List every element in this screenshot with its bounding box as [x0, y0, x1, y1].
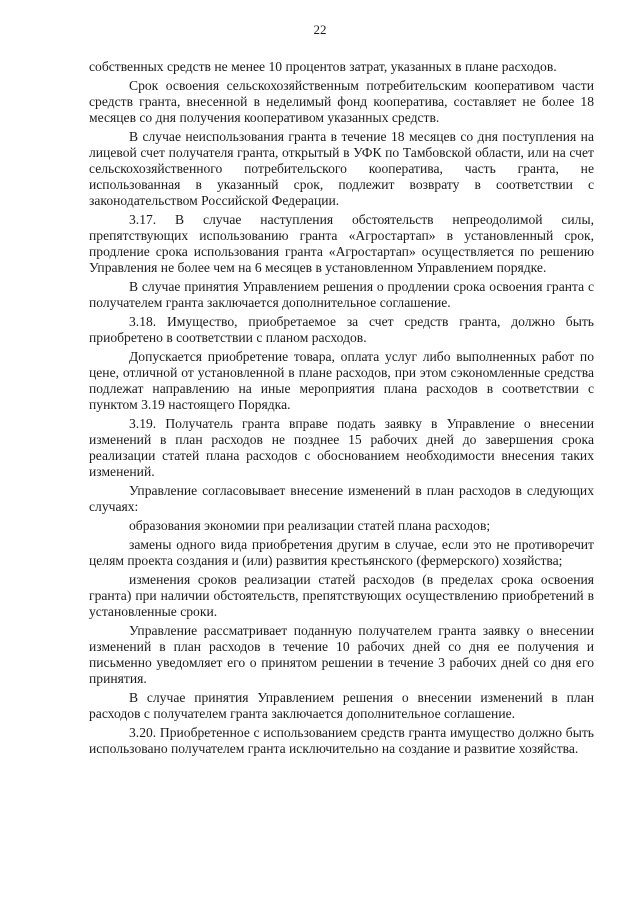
paragraph: В случае неиспользования гранта в течение 18 месяцев со дня поступления на лицевой счет получателя гранта, открытый в УФК по Тамбовской области, или на счет сельскохозяйственного потребительского кооператива, часть гранта, не использованная в указанный срок, подлежит возврату в соответствии с законодательством Российской Федерации. [89, 129, 594, 208]
paragraph: Срок освоения сельскохозяйственным потребительским кооперативом части средств гранта, внесенной в неделимый фонд кооператива, составляет не более 18 месяцев со дня получения кооперативом указанных средств. [89, 78, 594, 125]
paragraph: Допускается приобретение товара, оплата услуг либо выполненных работ по цене, отличной от установленной в плане расходов, при этом сэкономленные средства подлежат направлению на иные мероприятия плана расходов в соответствии с пунктом 3.19 настоящего Порядка. [89, 349, 594, 412]
paragraph: 3.18. Имущество, приобретаемое за счет средств гранта, должно быть приобретено в соответствии с планом расходов. [89, 314, 594, 345]
list-item: изменения сроков реализации статей расходов (в пределах срока освоения гранта) при наличии обстоятельств, препятствующих осуществлению приобретений в установленные сроки. [89, 572, 594, 619]
paragraph: собственных средств не менее 10 процентов затрат, указанных в плане расходов. [89, 59, 557, 74]
page-number: 22 [313, 22, 327, 37]
paragraph: 3.20. Приобретенное с использованием средств гранта имущество должно быть использовано получателем гранта исключительно на создание и развитие хозяйства. [89, 725, 594, 756]
paragraph: 3.19. Получатель гранта вправе подать заявку в Управление о внесении изменений в план расходов не позднее 15 рабочих дней до завершения срока реализации статей плана расходов с обоснованием необходимости внесения таких изменений. [89, 416, 594, 479]
list-item: образования экономии при реализации статей плана расходов; [129, 518, 491, 533]
paragraph: Управление согласовывает внесение изменений в план расходов в следующих случаях: [89, 483, 594, 514]
paragraph: 3.17. В случае наступления обстоятельств непреодолимой силы, препятствующих использованию гранта «Агростартап» в установленный срок, продление срока использования гранта «Агростартап» осуществляется по решению Управления не более чем на 6 месяцев в установленном Управлением порядке. [89, 212, 594, 275]
body-text [89, 59, 594, 760]
paragraph: В случае принятия Управлением решения о продлении срока освоения гранта с получателем гранта заключается дополнительное соглашение. [89, 279, 594, 310]
paragraph: В случае принятия Управлением решения о внесении изменений в план расходов с получателем гранта заключается дополнительное соглашение. [89, 690, 594, 721]
paragraph: Управление рассматривает поданную получателем гранта заявку о внесении изменений в план расходов в течение 10 рабочих дней со дня ее получения и письменно уведомляет его о принятом решении в течение 3 рабочих дней со дня его принятия. [89, 623, 594, 686]
list-item: замены одного вида приобретения другим в случае, если это не противоречит целям проекта создания и (или) развития крестьянского (фермерского) хозяйства; [89, 537, 594, 568]
